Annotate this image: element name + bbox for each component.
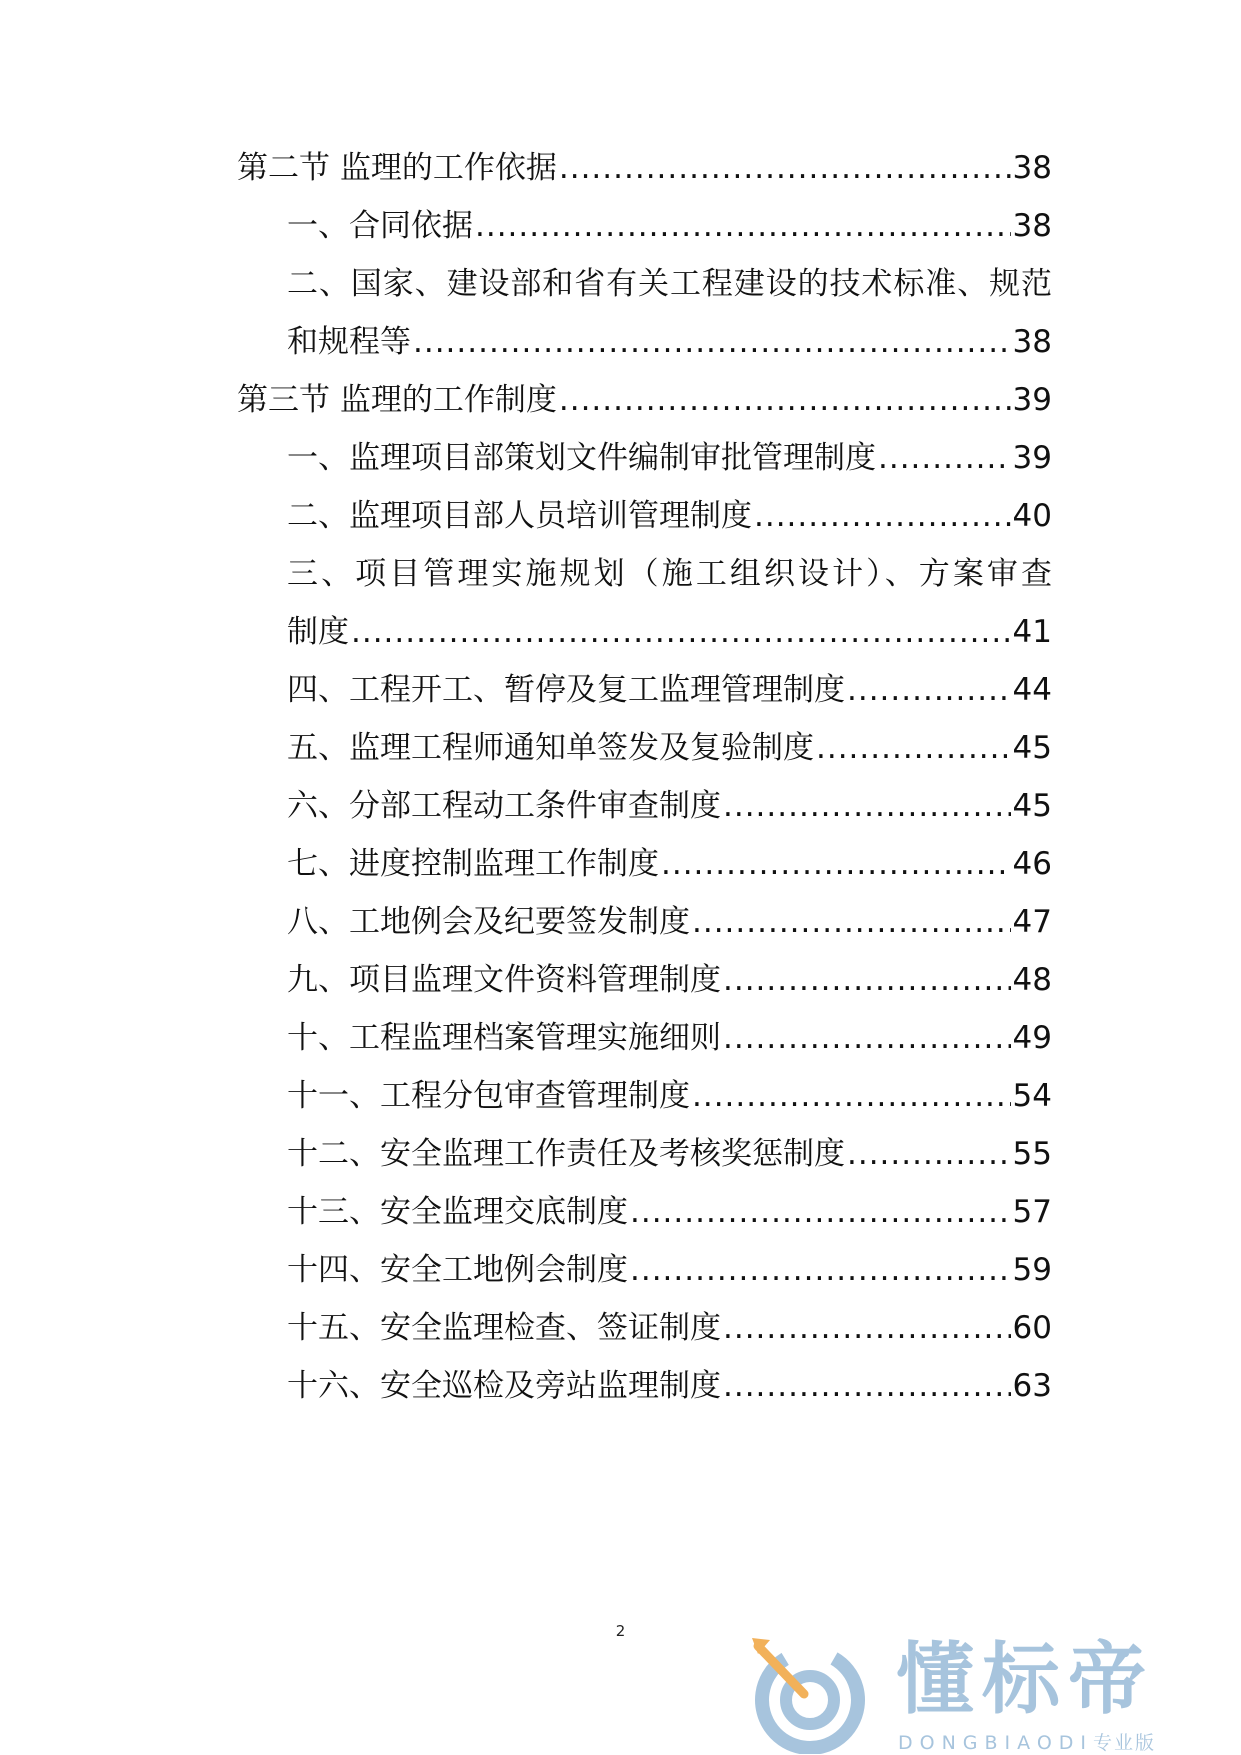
toc-entry-page: 44 [1012, 672, 1052, 708]
toc-leader-dots [557, 146, 1011, 190]
toc-entry-title: 和规程等 [287, 324, 411, 360]
toc-entry-page: 45 [1012, 730, 1052, 766]
toc-entry-title: 十三、安全监理交底制度 [287, 1194, 628, 1230]
toc-leader-dots [349, 610, 1011, 654]
toc-entry[interactable] [287, 726, 1052, 770]
toc-entry-title: 十六、安全巡检及旁站监理制度 [287, 1368, 721, 1404]
toc-leader-dots [721, 1016, 1011, 1060]
toc-entry[interactable] [287, 842, 1052, 886]
toc-entry[interactable] [287, 900, 1052, 944]
toc-leader-dots [628, 1248, 1011, 1292]
toc-entry-page: 59 [1012, 1252, 1052, 1288]
toc-leader-dots [752, 494, 1011, 538]
toc-entry[interactable] [287, 1074, 1052, 1118]
toc-entry-page: 63 [1012, 1368, 1052, 1404]
toc-entry[interactable] [287, 436, 1052, 480]
toc-entry-title: 制度 [287, 614, 349, 650]
toc-leader-dots [845, 668, 1011, 712]
toc-leader-dots [845, 1132, 1011, 1176]
toc-leader-dots [659, 842, 1011, 886]
page-number: 2 [615, 1622, 626, 1640]
toc-entry-page: 46 [1012, 846, 1052, 882]
toc-entry[interactable] [287, 784, 1052, 828]
toc-entry-title: 第三节 监理的工作制度 [237, 382, 557, 418]
toc-entry-page: 39 [1012, 382, 1052, 418]
toc-leader-dots [721, 1306, 1011, 1350]
toc-entry[interactable] [237, 146, 1052, 190]
watermark [748, 1632, 1228, 1754]
toc-entry-title: 十二、安全监理工作责任及考核奖惩制度 [287, 1136, 845, 1172]
toc-leader-dots [557, 378, 1011, 422]
toc-entry-page: 54 [1012, 1078, 1052, 1114]
watermark-subtitle [898, 1728, 1156, 1755]
toc-entry-page: 47 [1012, 904, 1052, 940]
toc-entry-title: 五、监理工程师通知单签发及复验制度 [287, 730, 814, 766]
toc-entry-title: 七、进度控制监理工作制度 [287, 846, 659, 882]
toc-leader-dots [721, 958, 1011, 1002]
toc-entry-title: 二、监理项目部人员培训管理制度 [287, 498, 752, 534]
toc-entry-page: 41 [1012, 614, 1052, 650]
toc-entry-page: 49 [1012, 1020, 1052, 1056]
toc-leader-dots [876, 436, 1011, 480]
toc-leader-dots [690, 1074, 1011, 1118]
toc-entry-title: 六、分部工程动工条件审查制度 [287, 788, 721, 824]
toc-leader-dots [473, 204, 1011, 248]
toc-entry[interactable] [287, 1190, 1052, 1234]
toc-entry-title: 四、工程开工、暂停及复工监理管理制度 [287, 672, 845, 708]
toc-entry-page: 48 [1012, 962, 1052, 998]
toc-entry[interactable] [287, 958, 1052, 1002]
toc-entry-title: 十、工程监理档案管理实施细则 [287, 1020, 721, 1056]
toc-leader-dots [690, 900, 1011, 944]
toc-entry-page: 38 [1012, 150, 1052, 186]
watermark-subtitle-latin: DONGBIAODI [898, 1732, 1094, 1754]
toc-entry-title: 十五、安全监理检查、签证制度 [287, 1310, 721, 1346]
toc-leader-dots [721, 784, 1011, 828]
toc-entry-title: 一、合同依据 [287, 208, 473, 244]
toc-entry-title: 第二节 监理的工作依据 [237, 150, 557, 186]
watermark-subtitle-cn: 专业版 [1093, 1732, 1157, 1754]
toc-entry[interactable] [287, 1248, 1052, 1292]
toc-entry-page: 38 [1012, 324, 1052, 360]
toc-entry-title: 一、监理项目部策划文件编制审批管理制度 [287, 440, 876, 476]
toc-entry-page: 40 [1012, 498, 1052, 534]
watermark-brand: 懂标帝 [896, 1635, 1155, 1725]
toc-leader-dots [411, 320, 1011, 364]
toc-entry-wrapped-line[interactable]: 三、项目管理实施规划（施工组织设计）、方案审查 [287, 556, 1052, 592]
toc-entry[interactable] [287, 1306, 1052, 1350]
toc-leader-dots [721, 1364, 1011, 1408]
toc-entry-wrapped-line[interactable]: 二、国家、建设部和省有关工程建设的技术标准、规范 [287, 266, 1052, 302]
target-logo-icon [748, 1632, 868, 1754]
toc-entry-title: 十四、安全工地例会制度 [287, 1252, 628, 1288]
toc-entry[interactable] [237, 378, 1052, 422]
toc-entry-page: 45 [1012, 788, 1052, 824]
toc-entry-page: 60 [1012, 1310, 1052, 1346]
toc-entry[interactable] [287, 320, 1052, 364]
toc-entry[interactable] [287, 494, 1052, 538]
toc-entry[interactable] [287, 1016, 1052, 1060]
toc-entry-page: 57 [1012, 1194, 1052, 1230]
toc-entry[interactable] [287, 1364, 1052, 1408]
toc-entry-page: 55 [1012, 1136, 1052, 1172]
toc-leader-dots [814, 726, 1011, 770]
toc-entry-title: 九、项目监理文件资料管理制度 [287, 962, 721, 998]
toc-entry[interactable] [287, 610, 1052, 654]
toc-leader-dots [628, 1190, 1011, 1234]
toc-entry-page: 38 [1012, 208, 1052, 244]
toc-entry[interactable] [287, 1132, 1052, 1176]
toc-entry-title: 八、工地例会及纪要签发制度 [287, 904, 690, 940]
toc-entry-title: 十一、工程分包审查管理制度 [287, 1078, 690, 1114]
toc-entry-page: 39 [1012, 440, 1052, 476]
toc-entry[interactable] [287, 668, 1052, 712]
toc-entry[interactable] [287, 204, 1052, 248]
